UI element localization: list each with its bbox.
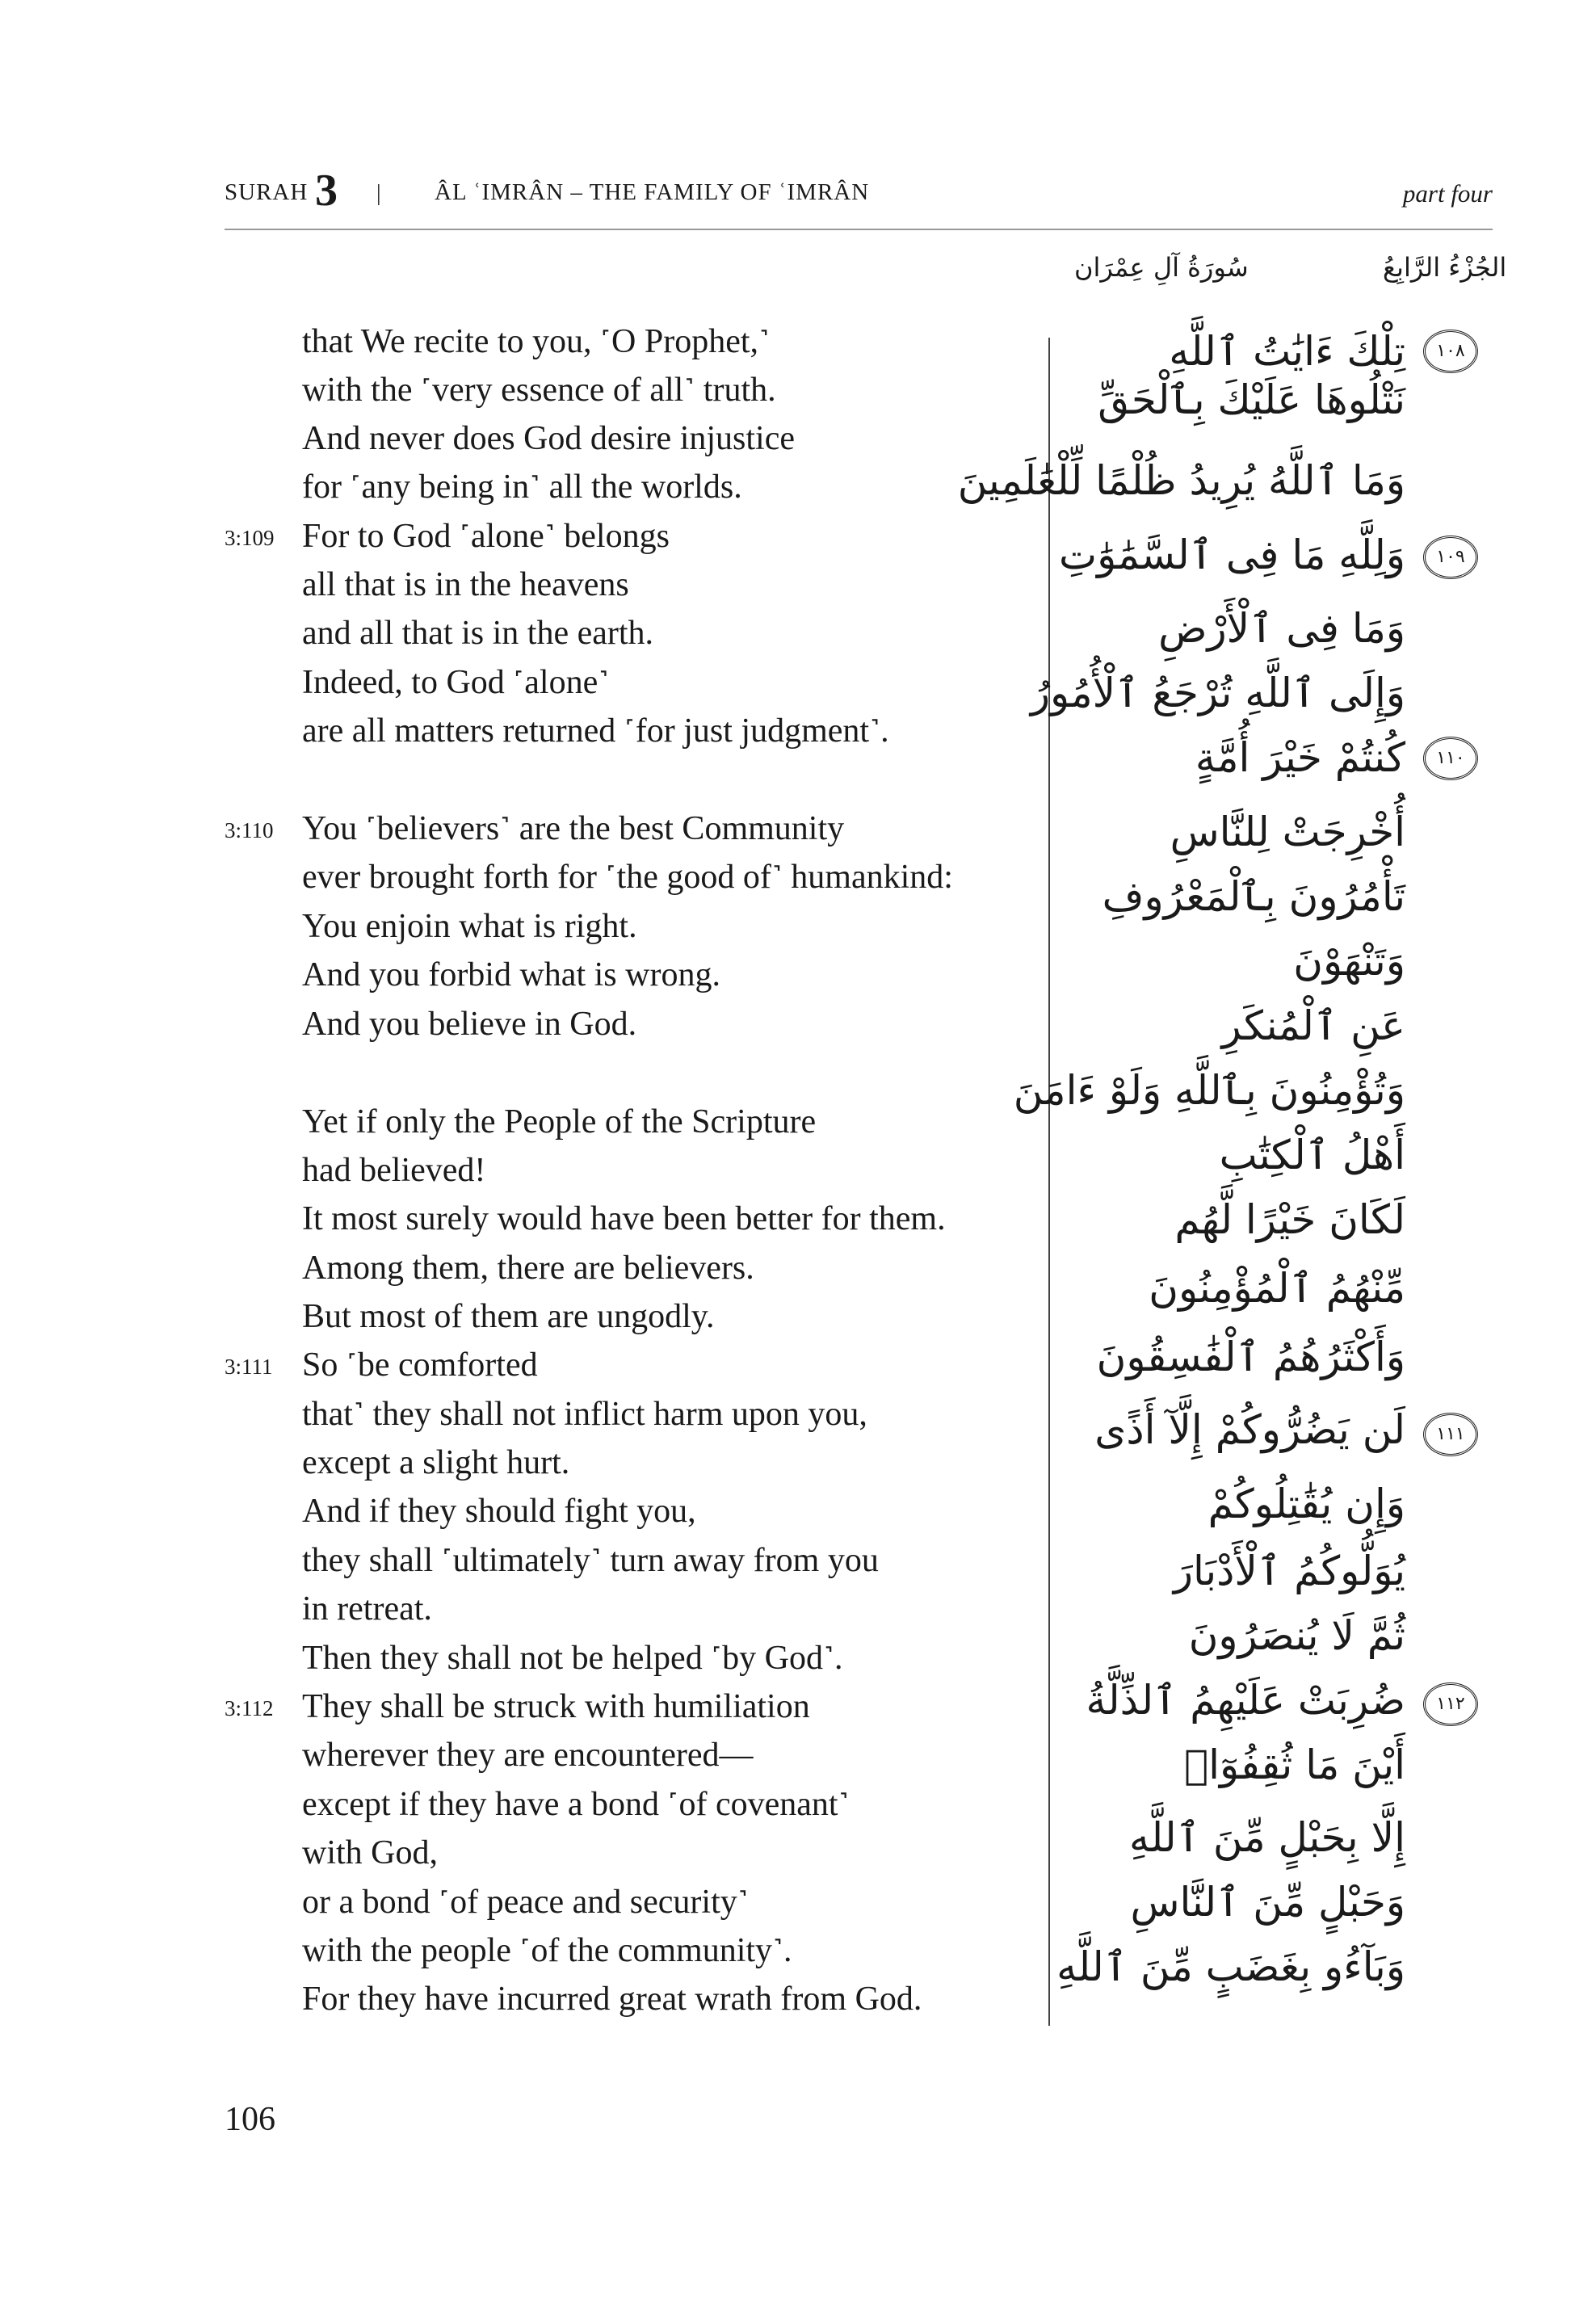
arabic-line: وَمَا ٱللَّهُ يُرِيدُ ظُلْمًا لِّلْعَٰلَمِينَ — [957, 457, 1405, 504]
arabic-line: أَهْلُ ٱلْكِتَٰبِ — [1219, 1132, 1405, 1178]
english-line: Then they shall not be helped ˹by God˺. — [302, 1640, 843, 1677]
arabic-line: تَأْمُرُونَ بِٱلْمَعْرُوفِ — [1102, 873, 1405, 920]
verse-marker-ornament: ١١١ — [1423, 1413, 1478, 1456]
arabic-line: لَكَانَ خَيْرًا لَّهُم — [1174, 1196, 1405, 1243]
arabic-line: وَحَبْلٍ مِّنَ ٱلنَّاسِ — [1130, 1879, 1405, 1926]
english-line: Yet if only the People of the Scripture — [302, 1103, 817, 1140]
arabic-line: نَتْلُوهَا عَلَيْكَ بِٱلْحَقِّ — [1098, 376, 1405, 423]
arabic-line: يُوَلُّوكُمُ ٱلْأَدْبَارَ — [1173, 1548, 1405, 1594]
english-line: for ˹any being in˺ all the worlds. — [302, 468, 742, 506]
arabic-line: وَمَا فِى ٱلْأَرْضِ — [1158, 605, 1405, 652]
arabic-line: أُخْرِجَتْ لِلنَّاسِ — [1170, 809, 1405, 855]
english-line: had believed! — [302, 1152, 486, 1189]
part-label: part four — [1402, 179, 1493, 208]
arabic-line: إِلَّا بِحَبْلٍ مِّنَ ٱللَّهِ — [1129, 1814, 1405, 1861]
verse-marker-ornament: ١٠٨ — [1423, 330, 1478, 373]
arabic-line: مِّنْهُمُ ٱلْمُؤْمِنُونَ — [1149, 1265, 1405, 1312]
verse-number: 3:112 — [225, 1696, 274, 1720]
english-line: For to God ˹alone˺ belongs — [302, 518, 670, 555]
arabic-surah-name: سُورَةُ آلِ عِمْرَان — [1074, 252, 1249, 283]
english-line: You ˹believers˺ are the best Community — [302, 810, 845, 847]
english-line: all that is in the heavens — [302, 566, 629, 603]
english-line: that˺ they shall not inflict harm upon you, — [302, 1396, 867, 1433]
english-line: with God, — [302, 1834, 438, 1871]
arabic-line: ثُمَّ لَا يُنصَرُونَ — [1188, 1612, 1405, 1659]
arabic-line: وَإِن يُقَٰتِلُوكُمْ — [1208, 1481, 1405, 1527]
english-line: Among them, there are believers. — [302, 1250, 754, 1287]
english-line: So ˹be comforted — [302, 1346, 538, 1384]
verse-marker-ornament: ١٠٩ — [1423, 536, 1478, 579]
surah-title: ÂL ʿIMRÂN – THE FAMILY OF ʿIMRÂN — [435, 179, 870, 205]
english-line: wherever they are encountered— — [302, 1737, 754, 1774]
english-line: They shall be struck with humiliation — [302, 1688, 810, 1725]
english-line: And never does God desire injustice — [302, 420, 796, 457]
english-line: But most of them are ungodly. — [302, 1298, 715, 1335]
surah-number: 3 — [315, 166, 338, 216]
verse-number: 3:109 — [225, 526, 275, 550]
arabic-line: كُنتُمْ خَيْرَ أُمَّةٍ — [1195, 734, 1405, 781]
page-number: 106 — [225, 2101, 275, 2138]
arabic-juz-name: الجُزْءُ الرَّابِعُ — [1383, 252, 1507, 283]
verse-marker-ornament: ١١٢ — [1423, 1682, 1478, 1726]
english-line: ever brought forth for ˹the good of˺ humankind: — [302, 859, 953, 896]
header-separator: | — [376, 181, 381, 206]
english-line: and all that is in the earth. — [302, 615, 654, 652]
arabic-line: وَأَكْثَرُهُمُ ٱلْفَٰسِقُونَ — [1096, 1334, 1405, 1380]
english-line: except if they have a bond ˹of covenant˺ — [302, 1786, 850, 1823]
english-line: in retreat. — [302, 1590, 432, 1628]
arabic-line: ضُرِبَتْ عَلَيْهِمُ ٱلذِّلَّةُ — [1086, 1677, 1405, 1724]
arabic-line: لَن يَضُرُّوكُمْ إِلَّآ أَذًى — [1094, 1406, 1405, 1453]
english-line: that We recite to you, ˹O Prophet,˺ — [302, 323, 771, 360]
english-line: For they have incurred great wrath from God. — [302, 1981, 922, 2018]
arabic-line: وَإِلَى ٱللَّهِ تُرْجَعُ ٱلْأُمُورُ — [1030, 670, 1405, 716]
english-line: And you believe in God. — [302, 1006, 637, 1043]
column-divider — [1048, 338, 1050, 2026]
arabic-line: وَتُؤْمِنُونَ بِٱللَّهِ وَلَوْ ءَامَنَ — [1013, 1067, 1405, 1114]
arabic-line: وَبَآءُو بِغَضَبٍ مِّنَ ٱللَّهِ — [1056, 1943, 1405, 1990]
verse-marker-ornament: ١١٠ — [1423, 737, 1478, 780]
arabic-line: وَلِلَّهِ مَا فِى ٱلسَّمَٰوَٰتِ — [1059, 531, 1405, 578]
arabic-line: عَنِ ٱلْمُنكَرِ — [1221, 1002, 1405, 1049]
english-line: And if they should fight you, — [302, 1493, 696, 1530]
english-line: You enjoin what is right. — [302, 908, 637, 945]
english-line: Indeed, to God ˹alone˺ — [302, 664, 610, 701]
english-line: And you forbid what is wrong. — [302, 956, 720, 993]
header-rule — [225, 229, 1493, 230]
arabic-line: وَتَنْهَوْنَ — [1293, 938, 1405, 985]
english-line: It most surely would have been better for them. — [302, 1200, 946, 1237]
arabic-line: تِلْكَ ءَايَٰتُ ٱللَّهِ — [1169, 328, 1405, 375]
english-line: or a bond ˹of peace and security˺ — [302, 1884, 749, 1921]
english-line: with the ˹very essence of all˺ truth. — [302, 372, 776, 409]
page-header — [225, 166, 1493, 218]
english-line: are all matters returned ˹for just judgment˺. — [302, 712, 889, 750]
surah-label: SURAH — [225, 179, 309, 205]
arabic-line: أَيْنَ مَا ثُقِفُوٓا۟ — [1184, 1741, 1405, 1788]
english-line: except a slight hurt. — [302, 1444, 570, 1481]
verse-number: 3:111 — [225, 1355, 273, 1379]
english-line: they shall ˹ultimately˺ turn away from you — [302, 1542, 879, 1579]
verse-number: 3:110 — [225, 818, 274, 842]
english-line: with the people ˹of the community˺. — [302, 1932, 792, 1969]
